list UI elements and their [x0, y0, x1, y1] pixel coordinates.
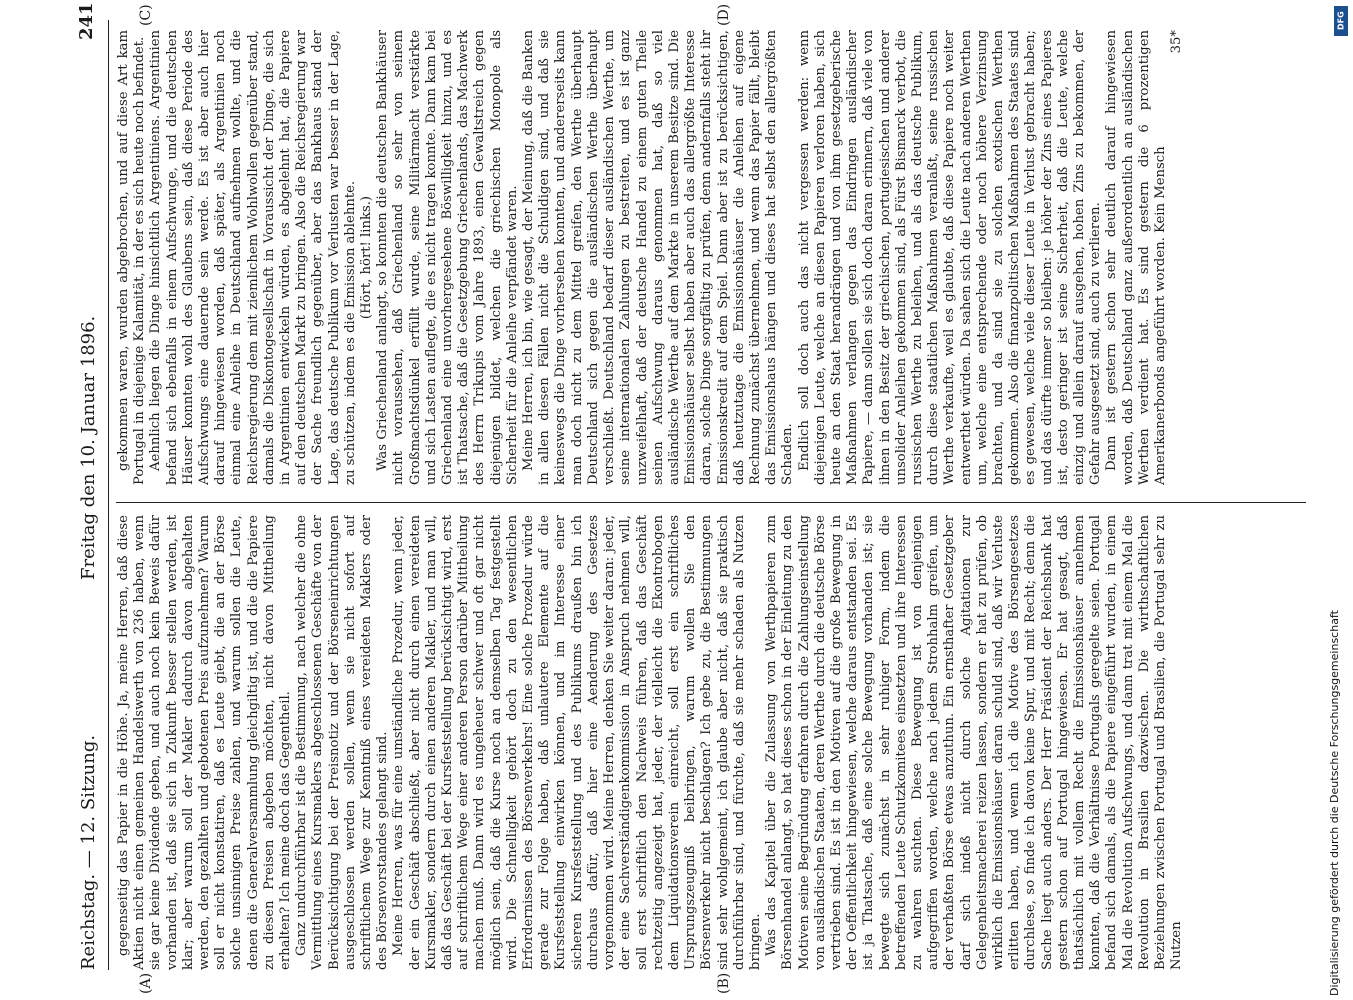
paragraph: Was Griechenland anlangt, so konnten die deutschen Bankhäuser nicht voraussehen, daß Griechenland so sehr von seinem Großmachtsdünkel erfüllt wurde, seine Militärmacht verstärkte und sich Lasten auflegte, die es nicht tragen konnte. Dann kam bei Griechenland eine unvorhergesehene Böswilligkeit hinzu, und es ist Thatsache, daß die Gesetzgebung Griechenlands, das Machwerk des Herrn Trikupis vom Jahre 1893, einen Gewaltstreich gegen diejenigen bildet, welchen die griechischen Monopole als Sicherheit für die Anleihe verpfändet waren. [375, 30, 520, 485]
header-date: Freitag den 10. Januar 1896. [78, 315, 99, 580]
digitization-text: Digitalisierung gefördert durch die Deutsche Forschungsgemeinschaft [1328, 610, 1341, 996]
column-right [116, 30, 1316, 485]
margin-marker-d: (D) [716, 3, 732, 26]
column-divider [116, 502, 1306, 503]
margin-marker-b: (B) [716, 972, 732, 994]
page-number: 241 [76, 2, 97, 40]
paragraph: gekommen waren, wurden abgebrochen, und auf diese Art kam Portugal in diejenige Kalamität, in der es sich heute noch befindet. [116, 30, 148, 485]
paragraph-interjection: (Hört, hört! links.) [359, 195, 375, 320]
dfg-logo: DFG [1334, 6, 1348, 36]
margin-marker-c: (C) [138, 4, 154, 26]
paragraph: gegenseitig das Papier in die Höhe. Ja, meine Herren, daß diese Aktien nicht einen gemeinen Handelswerth von 236 haben, wenn sie gar keine Dividende geben, und auch noch kein Beweis dafür vorhanden ist, daß sie sich in Zukunft besser stellen werden, ist klar; aber warum soll der Makler dadurch davon abgehalten werden, den gezahlten und gebotenen Preis aufzunehmen? Warum soll er nicht konstatiren, daß es Leute giebt, die an der Börse solche unsinnigen Preise zahlen, und warum sollen die Leute, denen die Generalversammlung gleichgiltig ist, und die die Papiere zu diesen Preisen abgeben möchten, nicht davon Mittheilung erhalten? Ich meine doch das Gegentheil. [116, 515, 294, 970]
digitization-note [1328, 6, 1350, 996]
header-left: Reichstag. — 12. Sitzung. [78, 734, 99, 970]
page-header [78, 0, 106, 1000]
header-rule [108, 20, 109, 970]
margin-marker-a: (A) [138, 972, 154, 994]
paragraph: Meine Herren, ich bin, wie gesagt, der Meinung, daß die Banken in allen diesen Fällen nicht die Schuldigen sind, und daß sie keineswegs die Dinge vorhersehen konnten, und andererseits kann man doch nicht zu dem Mittel greifen, den Werthe überhaupt Deutschland sich gegen die ausländischen Werthe überhaupt verschließt. Deutschland bedarf dieser ausländischen Werthe, um seine internationalen Zahlungen zu bestreiten, und es ist ganz unzweifelhaft, daß der deutsche Handel zu einem guten Theile seinen Aufschwung daraus genommen hat, daß so viel ausländische Werthe auf dem Markte in unserem Besitze sind. Die Emissionshäuser selbst haben aber auch das allergrößte Interesse daran, solche Dinge sorgfältig zu prüfen, denn andernfalls steht ihr Emissionskredit auf dem Spiel. Dann aber ist zu berücksichtigen, daß heutzutage die Emissionshäuser die Anleihen auf eigene Rechnung zunächst übernehmen, und wenn das Papier fällt, bleibt das Emissionshaus hängen und dieses hat selbst den allergrößten Schaden. [521, 30, 796, 485]
paragraph: Aehnlich liegen die Dinge hinsichtlich Argentiniens. Argentinien befand sich ebenfalls in einem Aufschwunge, und die deutschen Häuser konnten wohl des Glaubens sein, daß diese Periode des Aufschwungs eine dauernde sein werde. Es ist aber auch hier darauf hingewiesen worden, daß später, als Argentinien noch einmal eine Anleihe in Deutschland aufnehmen wollte, und die Reichsregierung dem mit ziemlichem Wohlwollen gegenüber stand, damals die Diskontogesellschaft in Voraussicht der Dinge, die sich in Argentinien entwickeln würden, es abgelehnt hat, die Papiere auf den deutschen Markt zu bringen. Also die Reichsregierung war der Sache freundlich gegenüber, aber das Bankhaus stand der Lage, das deutsche Publikum vor Verlusten war besser in der Lage, zu schützen, indem es die Emission ablehnte. [148, 30, 358, 485]
paragraph: Meine Herren, was für eine umständliche Prozedur, wenn jeder, der ein Geschäft abschließt, aber nicht durch einen vereideten Kursmakler, sondern durch einen anderen Makler, und man will, daß das Geschäft bei der Kursfeststellung berücksichtigt wird, erst auf schriftlichem Wege einer anderen Person darüber Mittheilung machen muß. Dann wird es ungeheuer schwer und oft gar nicht möglich sein, daß die Kurse noch an demselben Tag festgestellt wird. Die Schnelligkeit gehört doch zu den wesentlichen Erfordernissen des Börsenverkehrs! Eine solche Prozedur würde gerade zur Folge haben, daß unlautere Elemente auf die Kursfeststellung einwirken können, und im Interesse einer sicheren Kursfeststellung und des Publikums draußen bin ich durchaus dafür, daß hier eine Aenderung des Gesetzes vorgenommen wird. Meine Herren, denken Sie weiter daran: jeder, der eine Sachverständigenkommission in Anspruch nehmen will, soll erst schriftlich den Nachweis führen, daß das Geschäft rechtzeitig angezeigt hat, jeder, der vielleicht die Ekontrobogen dem Liquidationsverein einreicht, soll erst ein schriftliches Ursprungszeugniß beibringen, warum wollen Sie den Börsenverkehr nicht beschlagen? Ich gebe zu, die Bestimmungen sind sehr wohlgemeint, ich glaube aber nicht, daß sie praktisch durchführbar sind, und fürchte, daß sie mehr schaden als Nutzen bringen. [391, 515, 763, 970]
footer-number: 35* [1169, 30, 1185, 54]
paragraph: Was das Kapitel über die Zulassung von Werthpapieren zum Börsenhandel anlangt, so hat dieses schon in der Einleitung zu den Motiven seine Begründung erfahren durch die Zahlungseinstellung von ausländischen Staaten, deren Werthe durch die deutsche Börse vertrieben sind. Es ist in den Motiven auf die große Bewegung in der Oeffentlichkeit hingewiesen, welche daraus entstanden sei. Es ist ja Thatsache, daß eine solche Bewegung vorhanden ist; sie bewegte sich zunächst in sehr ruhiger Form, indem die betreffenden Leute Schutzkomitees einsetzten und ihre Interessen zu wahren suchten. Diese Bewegung ist von denjenigen aufgegriffen worden, welche nach jedem Strohhalm greifen, um der verhaßten Börse etwas anzuthun. Ein ernsthafter Gesetzgeber darf sich indeß nicht durch solche Agitationen zur Gelegenheitsmacherei reizen lassen, sondern er hat zu prüfen, ob wirklich die Emissionshäuser daran schuld sind, daß wir Verluste erlitten haben, und wenn ich die Motive des Börsengesetzes durchlese, so finde ich davon keine Spur, und mit Recht; denn die Sache liegt auch anders. Der Herr Präsident der Reichsbank hat gestern schon auf Portugal hingewiesen. Er hat gesagt, daß thatsächlich mit vollem Recht die Emissionshäuser annehmen konnten, daß die Verhältnisse Portugals geregelte seien. Portugal befand sich damals, als die Papiere eingeführt wurden, in einem Mal die Revolution Aufschwungs, und dann trat mit einem Mal die Revolution in Brasilien dazwischen. Die wirthschaftlichen Beziehungen zwischen Portugal und Brasilien, die Portugal sehr zu Nutzen [764, 515, 1185, 970]
paragraph: Ganz undurchführbar ist die Bestimmung, nach welcher die ohne Vermittlung eines Kursmaklers abgeschlossenen Geschäfte von der Berücksichtigung bei der Preisnotiz und der Börseneinrichtungen ausgeschlossen werden sollen, wenn sie nicht sofort auf schriftlichem Wege zur Kenntniß eines vereideten Maklers oder des Börsenvorstandes gelangt sind. [294, 515, 391, 970]
rotated-sheet [26, 0, 1326, 1000]
paragraph: Endlich soll doch auch das nicht vergessen werden: wenn diejenigen Leute, welche an diesen Papieren verloren haben, sich heute an den Staat herandrängen und von ihm gesetzgeberische Maßnahmen verlangen gegen das Eindringen ausländischer Papiere, — dann sollen sie sich doch daran erinnern, daß viele von ihnen in den Besitz der griechischen, portugiesischen und anderer unsolider Anleihen gekommen sind, als Fürst Bismarck verbot, die russischen Werthe zu beleihen, und als das deutsche Publikum, durch diese staatlichen Maßnahmen veranlaßt, seine russischen Werthe verkaufte, weil es glaubte, daß diese Papiere noch weiter entwerthet würden. Da sahen sich die Leute nach anderen Werthen um, welche eine entsprechende oder noch höhere Verzinsung brachten, und da sind sie zu solchen exotischen Werthen gekommen. Also die finanzpolitischen Maßnahmen des Staates sind es gewesen, welche viele dieser Leute in Verlust gebracht haben; und das dürfte immer so bleiben: je höher der Zins eines Papieres ist, desto geringer ist seine Sicherheit, daß die Leute, welche einzig und allein darauf ausgehen, hohen Zins zu bekommen, der Gefahr ausgesetzt sind, auch zu verlieren. [796, 30, 1104, 485]
column-left [116, 515, 1316, 970]
paragraph: Dann ist gestern schon sehr deutlich darauf hingewiesen worden, daß Deutschland ganz außerordentlich an ausländischen Werthen verdient hat. Es sind gestern die 6 prozentigen Amerikanerbonds angeführt worden. Kein Mensch [1104, 30, 1168, 485]
